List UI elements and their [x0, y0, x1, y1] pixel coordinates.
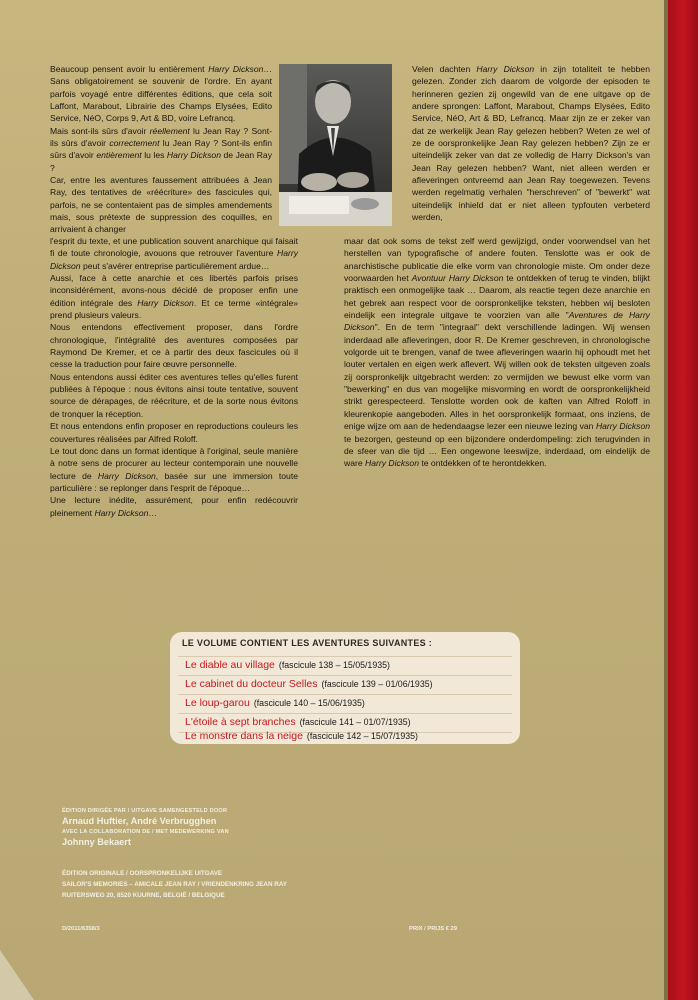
volume-item-fascicule: (fascicule 140 – 15/06/1935) — [253, 698, 365, 708]
divider — [178, 713, 512, 714]
volume-item-title: L'étoile à sept branches — [185, 716, 296, 728]
paragraph: Nous entendons aussi éditer ces aventures telles qu'elles furent publiées à l'époque : nous évitons ainsi toute tentative, souvent source de dérapages, de réécriture, et de la sorte nous évitons de tronquer la réception. — [50, 371, 298, 419]
italic-title: Harry Dickson — [137, 297, 194, 308]
edition-line: RUITERSWEG 20, 8520 KUURNE, BELGIË / BELGIQUE — [62, 892, 225, 900]
legal-deposit: D/2011/6358/3 — [62, 926, 100, 932]
paragraph: Nous entendons effectivement proposer, dans l'ordre chronologique, l'intégralité des aventures composées par Raymond De Kremer, et ce à partir des deux fascicules où il cesse la traduction pour faire œuvre personnelle. — [50, 322, 298, 370]
volume-contents-box — [170, 632, 520, 744]
volume-item-fascicule: (fascicule 142 – 15/07/1935) — [306, 731, 418, 741]
italic-title: Harry Dickson — [94, 507, 149, 518]
author-photo-illustration — [279, 64, 392, 226]
italic-title: Avontuur Harry Dickson — [411, 273, 504, 284]
edited-by-label: ÉDITION DIRIGÉE PAR / UITGAVE SAMENGESTELD DOOR — [62, 808, 228, 814]
italic-title: Harry Dickson — [166, 150, 221, 161]
french-intro-text — [50, 63, 272, 236]
editors-names: Arnaud Huftier, André Verbrugghen — [62, 816, 217, 826]
collaborator-name: Johnny Bekaert — [62, 837, 131, 847]
italic-title: entièrement — [96, 150, 142, 161]
volume-item — [185, 678, 433, 690]
collaboration-label: AVEC LA COLLABORATION DE / MET MEDEWERKING VAN — [62, 829, 229, 835]
divider — [178, 656, 512, 657]
edition-line: SAILOR'S MEMORIES – AMICALE JEAN RAY / VRIENDENKRING JEAN RAY — [62, 881, 287, 889]
price: PRIX / PRIJS € 29 — [409, 926, 458, 932]
volume-item-title: Le diable au village — [185, 659, 275, 671]
credits-block — [62, 808, 229, 847]
paragraph: Le tout donc dans un format identique à l'original, seule manière à notre sens de procurer au lecteur contemporain une nouvelle lecture de Harry Dickson, basée sur une immersion toute particulière : se replonger dans l'esprit de l'époque… — [50, 445, 298, 493]
italic-title: Harry Dickson — [97, 470, 156, 481]
edition-info — [62, 868, 287, 902]
italic-title: Harry Dickson — [476, 64, 535, 74]
volume-item-fascicule: (fascicule 141 – 01/07/1935) — [299, 717, 411, 727]
volume-item — [185, 697, 365, 709]
paragraph: Mais sont-ils sûrs d'avoir réellement lu Jean Ray ? Sont-ils sûrs d'avoir correctement lu Jean Ray ? Sont-ils enfin sûrs d'avoir entièrement lu les Harry Dickson de Jean Ray ? — [50, 125, 273, 173]
paragraph: maar dat ook soms de tekst zelf werd gewijzigd, onder voorwendsel van het herstellen van typografische of andere fouten. Tenslotte was er ook de anarchistische publicatie die elke vorm van chronologie miste. Om onder deze voorwaarden het Avontuur Harry Dickson te ontdekken of terug te vinden, blijkt praktisch een onmogelijke taak … Daarom, als reactie tegen deze anarchie en het gebrek aan respect voor de oorspronkelijke teksten, hebben wij besloten eindelijk een integrale uitgave te voorzien van alle "Aventures de Harry Dickson". En de term "integraal" dekt verschillende ladingen. Wij wensen inderdaad alle afleveringen, door R. De Kremer geschreven, in chronologische volgorde uit te brengen, vanaf de twee afleveringen waarin hij ophoudt met het louter vertalen en eigen werk aflevert. Wij willen ook de teksten uitgeven zoals zij oorspronkelijk uitgebracht werden: zo vermijden we bewust elke vorm van "bewerking" en dus van mogelijke misvorming en wordt de oorspronkelijkheid strikt gerespecteerd. Tenslotte worden ook de kaften van Alfred Roloff in kleurenkopie aangeboden. Alles in het oorspronkelijk formaat, ons inziens, de enige wijze om aan de hedendaagse lezer een nieuwe lezing van Harry Dickson te bezorgen, gesteund op een bijzondere onderdompeling: zich terugvinden in de sfeer van die tijd … Een ongewone leeswijze, inderdaad, om eindelijk de ware Harry Dickson te ontdekken of te herontdekken. — [344, 236, 650, 469]
paragraph: l'esprit du texte, et une publication souvent anarchique qui faisait fi de toute chronologie, avouons que retrouver l'aventure Harry Dickson peut s'avérer entreprise particulièrement ardue… — [50, 236, 298, 271]
paragraph: Et nous entendons enfin proposer en reproductions couleurs les couvertures réalisées par Alfred Roloff. — [50, 421, 298, 444]
volume-item — [185, 716, 411, 728]
author-photo — [279, 64, 392, 226]
volume-item-fascicule: (fascicule 139 – 01/06/1935) — [321, 679, 433, 689]
italic-title: Harry Dickson — [50, 248, 298, 271]
dutch-main-text — [344, 235, 650, 470]
italic-title: correctement — [109, 138, 160, 149]
volume-item — [185, 659, 390, 671]
italic-title: Aventures de Harry Dickson — [344, 310, 650, 333]
volume-item — [185, 730, 418, 742]
volume-item-fascicule: (fascicule 138 – 15/05/1935) — [278, 660, 390, 670]
divider — [178, 694, 512, 695]
dutch-intro-text — [412, 63, 650, 223]
italic-title: Harry Dickson — [365, 458, 419, 469]
paragraph: Beaucoup pensent avoir lu entièrement Harry Dickson… Sans obligatoirement se souvenir de l'ordre. En ayant parfois voyagé entre différentes éditions, que cela soit Laffont, Marabout, Librairie des Champs Elysées, Edito Service, NéO, Corps 9, Art & BD, voire Lefrancq. — [50, 64, 272, 124]
divider — [178, 675, 512, 676]
paragraph: Car, entre les aventures faussement attribuées à Jean Ray, des tentatives de «réécriture» des fascicules qui, parfois, ne se contentaient pas de simples amendements mais, sous prétexte de suppression des coquilles, en arrivaient à changer — [50, 175, 272, 235]
paragraph: Velen dachten Harry Dickson in zijn totaliteit te hebben gelezen. Zonder zich daarom de volgorde der episoden te herinneren gezien zij ongewild van de ene uitgave op de andere sprongen: Laffont, Marabout, Champs Elysées, Edito Service, NéO, Art & BD, Lefrancq. Maar zijn ze er zeker van dat ze werkelijk Jean Ray gelezen hebben? Weten ze wel of ze de oorspronkelijke Jean Ray gelezen hebben? Zijn ze er uiteindelijk zeker van dat ze volledig de Harry Dickson's van Jean Ray gelezen hebben? Want, niet alleen werden er afleveringen ontvreemd aan Jean Ray toegewezen. Tevens werden regelmatig verhalen "herschreven" of "bewerkt" wat uiteindelijk inhield dat er niet alleen typfouten verbeterd werden, — [412, 64, 650, 223]
volume-item-title: Le loup-garou — [185, 697, 250, 709]
volume-item-title: Le monstre dans la neige — [185, 730, 303, 742]
volume-item-title: Le cabinet du docteur Selles — [185, 678, 318, 690]
red-spine — [668, 0, 698, 1000]
paragraph: Une lecture inédite, assurément, pour enfin redécouvrir pleinement Harry Dickson… — [50, 495, 298, 518]
italic-title: réellement — [149, 125, 190, 136]
paragraph: Aussi, face à cette anarchie et ces libertés parfois prises inconsidérément, avons-nous décidé de proposer enfin une édition intégrale des Harry Dickson. Et ce terme «intégrale» prend plusieurs valeurs. — [50, 273, 298, 321]
edition-line: ÉDITION ORIGINALE / OORSPRONKELIJKE UITGAVE — [62, 870, 223, 877]
volume-contents-title: LE VOLUME CONTIENT LES AVENTURES SUIVANTES : — [182, 638, 433, 648]
italic-title: Harry Dickson — [208, 64, 264, 74]
worn-corner — [0, 950, 34, 1000]
french-main-text — [50, 235, 298, 519]
italic-title: Harry Dickson — [595, 421, 650, 432]
